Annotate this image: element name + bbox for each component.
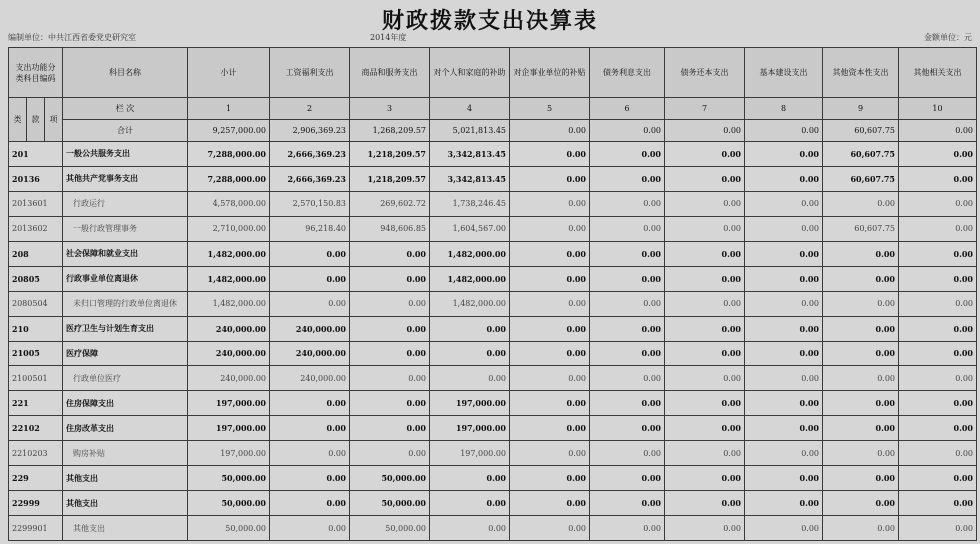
row-value: 0.00 — [665, 491, 745, 516]
row-code: 2299901 — [9, 516, 63, 541]
row-value: 0.00 — [899, 316, 977, 341]
row-value: 0.00 — [270, 441, 350, 466]
table-row — [9, 266, 977, 291]
total-cell: 2,906,369.23 — [270, 120, 350, 142]
column-number-row — [9, 98, 977, 120]
row-value: 0.00 — [823, 441, 899, 466]
row-value: 1,482,000.00 — [188, 291, 270, 316]
row-value: 0.00 — [823, 291, 899, 316]
row-value: 0.00 — [745, 341, 823, 366]
row-value: 0.00 — [350, 366, 430, 391]
row-value: 0.00 — [665, 291, 745, 316]
col-number: 6 — [590, 98, 665, 120]
row-value: 0.00 — [510, 216, 590, 241]
row-value: 7,288,000.00 — [188, 166, 270, 191]
row-value: 0.00 — [899, 391, 977, 416]
row-value: 0.00 — [665, 516, 745, 541]
table-row — [9, 466, 977, 491]
row-name: 购房补贴 — [63, 441, 188, 466]
row-value: 0.00 — [899, 191, 977, 216]
row-value: 0.00 — [745, 142, 823, 167]
row-value: 0.00 — [590, 391, 665, 416]
currency-unit: 金额单位：元 — [924, 33, 972, 42]
col-number: 3 — [350, 98, 430, 120]
row-name: 未归口管理的行政单位离退休 — [63, 291, 188, 316]
row-code: 229 — [9, 466, 63, 491]
row-value: 0.00 — [510, 516, 590, 541]
row-value: 0.00 — [350, 416, 430, 441]
row-name: 医疗卫生与计划生育支出 — [63, 316, 188, 341]
row-value: 0.00 — [590, 166, 665, 191]
total-label: 合计 — [63, 120, 188, 142]
row-value: 240,000.00 — [188, 341, 270, 366]
row-value: 1,482,000.00 — [188, 241, 270, 266]
total-row — [9, 120, 977, 142]
row-value: 0.00 — [665, 441, 745, 466]
row-value: 0.00 — [665, 466, 745, 491]
row-value: 0.00 — [510, 341, 590, 366]
row-value: 0.00 — [350, 341, 430, 366]
row-value: 0.00 — [590, 142, 665, 167]
total-cell: 0.00 — [510, 120, 590, 142]
row-value: 197,000.00 — [188, 391, 270, 416]
row-value: 0.00 — [665, 416, 745, 441]
col-number: 10 — [899, 98, 977, 120]
row-value: 0.00 — [350, 241, 430, 266]
col-number: 8 — [745, 98, 823, 120]
row-value: 2,666,369.23 — [270, 166, 350, 191]
table-row — [9, 241, 977, 266]
table-row — [9, 416, 977, 441]
row-value: 60,607.75 — [823, 142, 899, 167]
sub-code-kuan: 款 — [27, 98, 45, 142]
row-value: 0.00 — [590, 241, 665, 266]
row-value: 0.00 — [510, 441, 590, 466]
row-value: 0.00 — [510, 391, 590, 416]
row-value: 0.00 — [745, 366, 823, 391]
row-value: 0.00 — [510, 366, 590, 391]
row-name: 其他共产党事务支出 — [63, 166, 188, 191]
total-cell: 5,021,813.45 — [430, 120, 510, 142]
row-value: 0.00 — [899, 366, 977, 391]
row-value: 0.00 — [665, 142, 745, 167]
name-header: 科目名称 — [63, 48, 188, 98]
row-value: 1,218,209.57 — [350, 166, 430, 191]
code-header: 支出功能分类科目编码 — [9, 48, 63, 98]
row-value: 0.00 — [665, 341, 745, 366]
row-value: 197,000.00 — [430, 441, 510, 466]
row-value: 0.00 — [510, 191, 590, 216]
col-header: 债务还本支出 — [665, 48, 745, 98]
row-value: 0.00 — [590, 291, 665, 316]
table-row — [9, 166, 977, 191]
row-value: 0.00 — [510, 466, 590, 491]
row-value: 0.00 — [745, 416, 823, 441]
row-code: 2080504 — [9, 291, 63, 316]
row-code: 2100501 — [9, 366, 63, 391]
row-value: 0.00 — [430, 341, 510, 366]
row-value: 0.00 — [899, 142, 977, 167]
row-name: 住房保障支出 — [63, 391, 188, 416]
row-value: 50,000.00 — [350, 516, 430, 541]
row-value: 0.00 — [745, 516, 823, 541]
row-value: 240,000.00 — [270, 341, 350, 366]
total-cell: 0.00 — [899, 120, 977, 142]
row-value: 60,607.75 — [823, 166, 899, 191]
table-row — [9, 516, 977, 541]
row-value: 0.00 — [270, 466, 350, 491]
lanci-label: 栏 次 — [63, 98, 188, 120]
row-value: 50,000.00 — [188, 491, 270, 516]
row-value: 240,000.00 — [270, 366, 350, 391]
sub-code-lei: 类 — [9, 98, 27, 142]
row-value: 0.00 — [270, 291, 350, 316]
row-code: 21005 — [9, 341, 63, 366]
row-value: 1,482,000.00 — [430, 266, 510, 291]
row-value: 0.00 — [823, 316, 899, 341]
row-name: 行政事业单位离退休 — [63, 266, 188, 291]
row-value: 240,000.00 — [270, 316, 350, 341]
row-code: 2210203 — [9, 441, 63, 466]
row-value: 0.00 — [823, 266, 899, 291]
row-value: 0.00 — [350, 441, 430, 466]
table-row — [9, 491, 977, 516]
row-value: 7,288,000.00 — [188, 142, 270, 167]
row-value: 0.00 — [270, 516, 350, 541]
row-value: 0.00 — [510, 166, 590, 191]
row-value: 0.00 — [510, 416, 590, 441]
row-name: 行政运行 — [63, 191, 188, 216]
row-value: 0.00 — [590, 441, 665, 466]
total-cell: 9,257,000.00 — [188, 120, 270, 142]
row-value: 0.00 — [899, 266, 977, 291]
row-value: 0.00 — [590, 266, 665, 291]
row-value: 2,710,000.00 — [188, 216, 270, 241]
row-code: 2013601 — [9, 191, 63, 216]
row-value: 0.00 — [745, 391, 823, 416]
row-value: 0.00 — [510, 266, 590, 291]
row-value: 197,000.00 — [188, 416, 270, 441]
row-value: 0.00 — [430, 316, 510, 341]
row-value: 0.00 — [510, 241, 590, 266]
row-value: 1,738,246.45 — [430, 191, 510, 216]
row-value: 0.00 — [430, 466, 510, 491]
row-value: 0.00 — [823, 191, 899, 216]
row-name: 其他支出 — [63, 516, 188, 541]
row-value: 50,000.00 — [350, 466, 430, 491]
row-value: 4,578,000.00 — [188, 191, 270, 216]
row-value: 0.00 — [270, 391, 350, 416]
row-value: 0.00 — [823, 491, 899, 516]
total-cell: 1,268,209.57 — [350, 120, 430, 142]
row-value: 0.00 — [745, 266, 823, 291]
table-row — [9, 316, 977, 341]
row-value: 0.00 — [745, 241, 823, 266]
total-cell: 0.00 — [665, 120, 745, 142]
row-value: 0.00 — [430, 366, 510, 391]
row-value: 0.00 — [510, 491, 590, 516]
row-value: 0.00 — [590, 466, 665, 491]
row-code: 2013602 — [9, 216, 63, 241]
row-value: 0.00 — [899, 166, 977, 191]
row-value: 0.00 — [665, 191, 745, 216]
row-name: 住房改革支出 — [63, 416, 188, 441]
row-code: 20136 — [9, 166, 63, 191]
row-value: 50,000.00 — [188, 466, 270, 491]
col-header: 小计 — [188, 48, 270, 98]
col-number: 4 — [430, 98, 510, 120]
row-value: 0.00 — [665, 216, 745, 241]
table-row — [9, 142, 977, 167]
total-cell: 0.00 — [590, 120, 665, 142]
compiling-unit: 编制单位：中共江西省委党史研究室 — [8, 33, 136, 42]
row-value: 0.00 — [350, 291, 430, 316]
row-value: 197,000.00 — [430, 416, 510, 441]
row-value: 0.00 — [823, 391, 899, 416]
col-header: 其他相关支出 — [899, 48, 977, 98]
row-value: 0.00 — [745, 291, 823, 316]
row-value: 0.00 — [590, 491, 665, 516]
row-value: 0.00 — [823, 416, 899, 441]
row-value: 0.00 — [590, 341, 665, 366]
col-header: 对个人和家庭的补助 — [430, 48, 510, 98]
row-value: 0.00 — [823, 241, 899, 266]
row-name: 一般行政管理事务 — [63, 216, 188, 241]
row-value: 3,342,813.45 — [430, 142, 510, 167]
row-value: 1,482,000.00 — [188, 266, 270, 291]
row-value: 0.00 — [590, 216, 665, 241]
row-value: 0.00 — [899, 241, 977, 266]
table-row — [9, 291, 977, 316]
col-number: 2 — [270, 98, 350, 120]
row-value: 0.00 — [745, 191, 823, 216]
sub-code-xiang: 项 — [45, 98, 63, 142]
col-header: 债务利息支出 — [590, 48, 665, 98]
row-value: 0.00 — [745, 166, 823, 191]
row-value: 1,482,000.00 — [430, 291, 510, 316]
row-value: 0.00 — [899, 416, 977, 441]
table-row — [9, 341, 977, 366]
row-value: 0.00 — [350, 316, 430, 341]
row-value: 269,602.72 — [350, 191, 430, 216]
row-code: 22999 — [9, 491, 63, 516]
row-value: 0.00 — [823, 516, 899, 541]
col-number: 1 — [188, 98, 270, 120]
col-header: 对企事业单位的补贴 — [510, 48, 590, 98]
row-value: 0.00 — [665, 241, 745, 266]
header-row — [9, 48, 977, 98]
row-value: 0.00 — [745, 466, 823, 491]
row-value: 1,482,000.00 — [430, 241, 510, 266]
row-value: 0.00 — [899, 466, 977, 491]
row-value: 1,604,567.00 — [430, 216, 510, 241]
table-row — [9, 391, 977, 416]
row-value: 0.00 — [510, 291, 590, 316]
col-header: 基本建设支出 — [745, 48, 823, 98]
row-value: 0.00 — [745, 316, 823, 341]
row-value: 240,000.00 — [188, 366, 270, 391]
row-value: 0.00 — [430, 516, 510, 541]
row-value: 2,570,150.83 — [270, 191, 350, 216]
row-value: 0.00 — [270, 416, 350, 441]
row-value: 0.00 — [899, 216, 977, 241]
row-name: 其他支出 — [63, 466, 188, 491]
report-year: 2014年度 — [370, 33, 407, 42]
col-header: 工资福利支出 — [270, 48, 350, 98]
row-name: 其他支出 — [63, 491, 188, 516]
row-value: 60,607.75 — [823, 216, 899, 241]
row-value: 0.00 — [590, 516, 665, 541]
table-body — [9, 142, 977, 541]
row-value: 0.00 — [590, 416, 665, 441]
col-header: 其他资本性支出 — [823, 48, 899, 98]
row-value: 0.00 — [745, 216, 823, 241]
row-value: 1,218,209.57 — [350, 142, 430, 167]
row-name: 行政单位医疗 — [63, 366, 188, 391]
row-value: 0.00 — [899, 341, 977, 366]
row-value: 0.00 — [590, 366, 665, 391]
row-code: 201 — [9, 142, 63, 167]
col-header: 商品和服务支出 — [350, 48, 430, 98]
row-code: 208 — [9, 241, 63, 266]
row-value: 0.00 — [430, 491, 510, 516]
table-row — [9, 441, 977, 466]
row-value: 0.00 — [270, 241, 350, 266]
row-value: 0.00 — [823, 466, 899, 491]
row-value: 0.00 — [665, 166, 745, 191]
row-value: 50,000.00 — [350, 491, 430, 516]
row-code: 210 — [9, 316, 63, 341]
row-value: 0.00 — [270, 491, 350, 516]
row-value: 197,000.00 — [188, 441, 270, 466]
row-value: 0.00 — [899, 291, 977, 316]
table-row — [9, 191, 977, 216]
row-code: 221 — [9, 391, 63, 416]
row-value: 0.00 — [899, 441, 977, 466]
total-cell: 60,607.75 — [823, 120, 899, 142]
row-value: 0.00 — [745, 491, 823, 516]
row-name: 社会保障和就业支出 — [63, 241, 188, 266]
row-value: 0.00 — [745, 441, 823, 466]
row-value: 3,342,813.45 — [430, 166, 510, 191]
row-value: 0.00 — [590, 316, 665, 341]
row-value: 0.00 — [350, 266, 430, 291]
row-value: 96,218.40 — [270, 216, 350, 241]
row-value: 0.00 — [665, 366, 745, 391]
row-value: 0.00 — [510, 142, 590, 167]
col-number: 5 — [510, 98, 590, 120]
row-value: 0.00 — [350, 391, 430, 416]
col-number: 7 — [665, 98, 745, 120]
table-row — [9, 216, 977, 241]
row-value: 240,000.00 — [188, 316, 270, 341]
row-value: 948,606.85 — [350, 216, 430, 241]
row-value: 2,666,369.23 — [270, 142, 350, 167]
row-code: 20805 — [9, 266, 63, 291]
row-value: 0.00 — [665, 391, 745, 416]
row-value: 0.00 — [510, 316, 590, 341]
row-name: 一般公共服务支出 — [63, 142, 188, 167]
row-value: 50,000.00 — [188, 516, 270, 541]
row-value: 0.00 — [823, 366, 899, 391]
row-value: 0.00 — [270, 266, 350, 291]
expenditure-table — [8, 47, 977, 541]
col-number: 9 — [823, 98, 899, 120]
row-value: 0.00 — [665, 316, 745, 341]
row-code: 22102 — [9, 416, 63, 441]
row-value: 0.00 — [899, 491, 977, 516]
row-value: 0.00 — [899, 516, 977, 541]
row-value: 0.00 — [665, 266, 745, 291]
report-title: 财政拨款支出决算表 — [381, 8, 598, 34]
total-cell: 0.00 — [745, 120, 823, 142]
row-value: 0.00 — [823, 341, 899, 366]
row-value: 0.00 — [590, 191, 665, 216]
row-name: 医疗保障 — [63, 341, 188, 366]
table-row — [9, 366, 977, 391]
row-value: 197,000.00 — [430, 391, 510, 416]
